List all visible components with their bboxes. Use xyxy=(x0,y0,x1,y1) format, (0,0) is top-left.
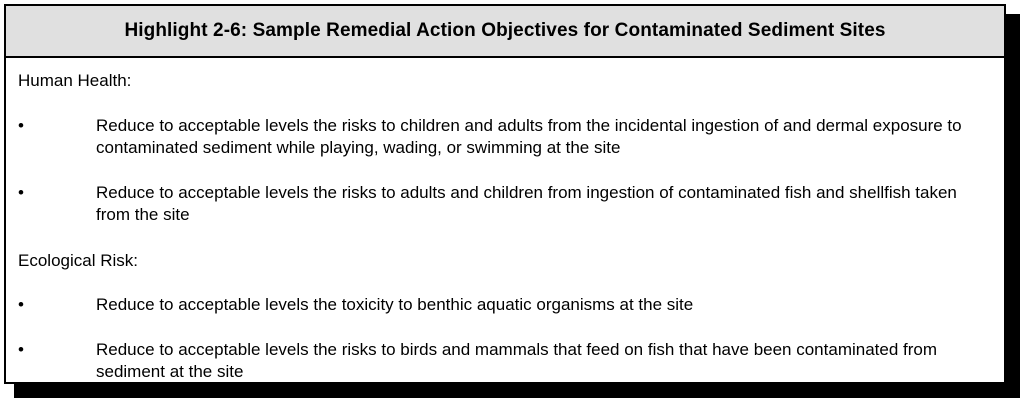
list-item xyxy=(18,182,984,226)
highlight-title: Highlight 2-6: Sample Remedial Action Objectives for Contaminated Sediment Sites xyxy=(124,20,886,41)
bullet-icon: • xyxy=(18,116,24,135)
list-item-text: Reduce to acceptable levels the risks to children and adults from the incidental ingestion of and dermal exposure to contaminated sediment while playing, wading, or swimming at the site xyxy=(96,116,962,157)
bullet-icon: • xyxy=(18,295,24,314)
highlight-box xyxy=(4,4,1006,384)
list-item xyxy=(18,339,984,383)
section-label-ecological-risk: Ecological Risk: xyxy=(18,251,138,270)
list-item xyxy=(18,294,984,316)
section-label-human-health: Human Health: xyxy=(18,71,132,90)
list-item xyxy=(18,115,984,159)
bullet-icon: • xyxy=(18,183,24,202)
list-item-text: Reduce to acceptable levels the risks to birds and mammals that feed on fish that have been contaminated from sediment at the site xyxy=(96,340,938,381)
highlight-header xyxy=(6,6,1004,58)
list-item-text: Reduce to acceptable levels the toxicity to benthic aquatic organisms at the site xyxy=(96,295,694,314)
list-item-text: Reduce to acceptable levels the risks to adults and children from ingestion of contaminated fish and shellfish taken from the site xyxy=(96,183,957,224)
bullet-icon: • xyxy=(18,340,24,359)
